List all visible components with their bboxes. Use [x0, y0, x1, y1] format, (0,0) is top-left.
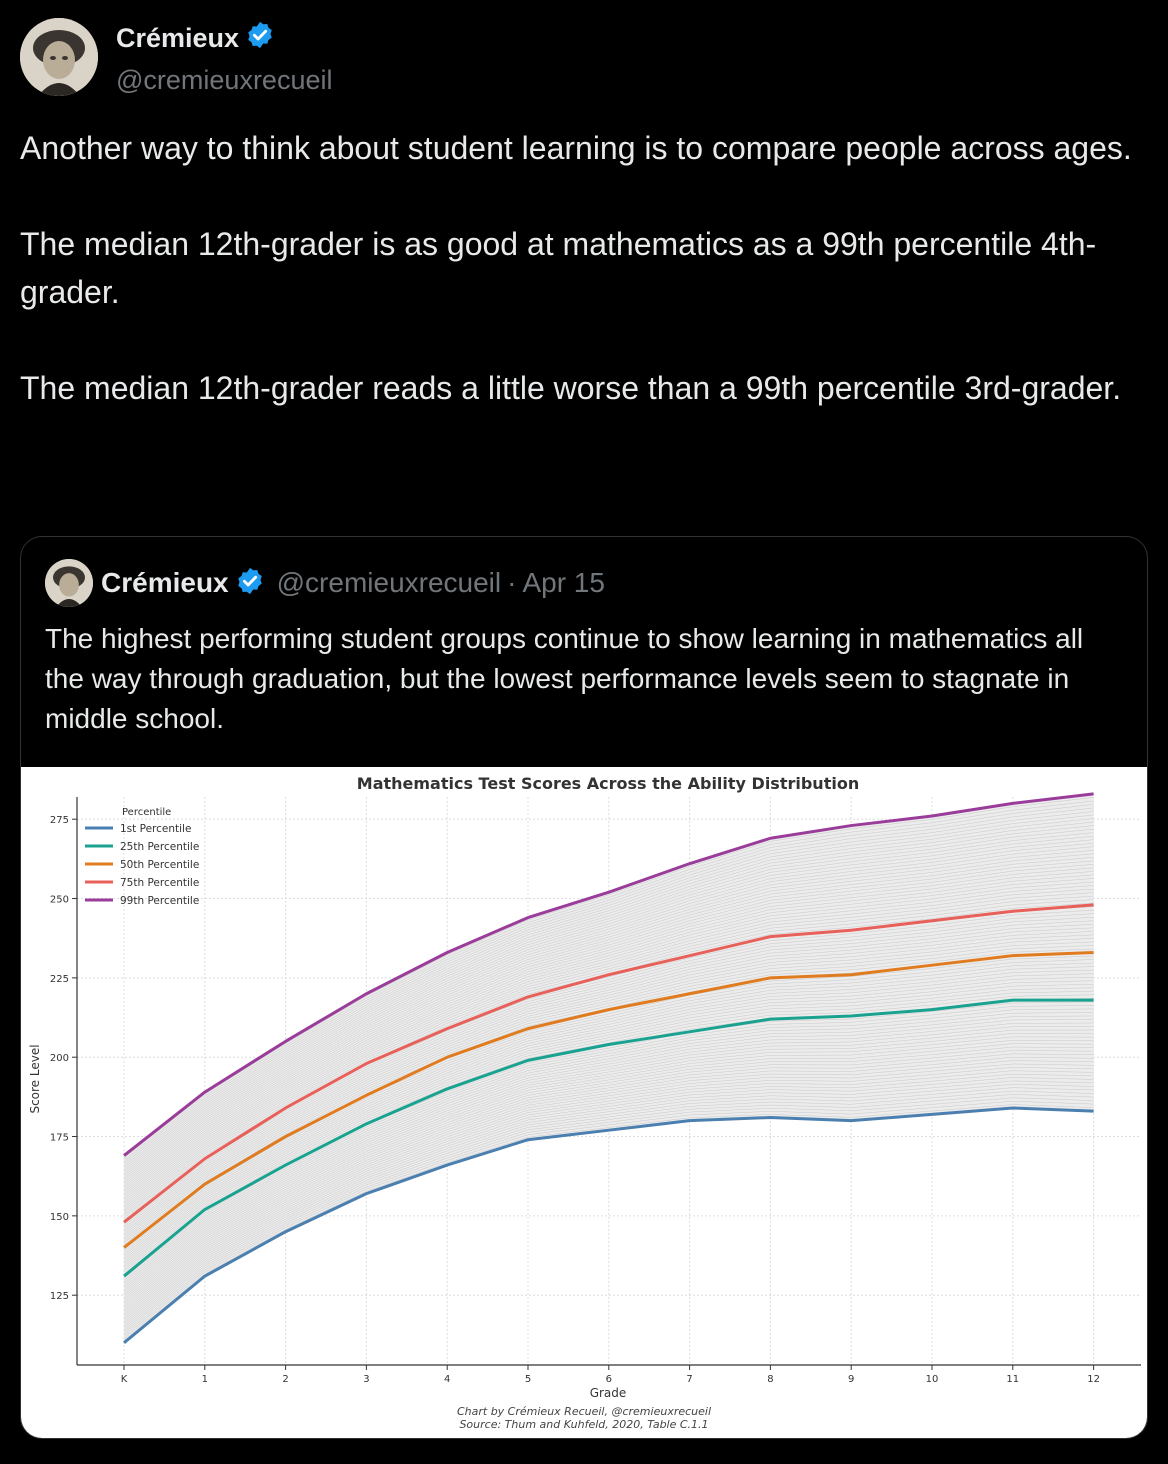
quote-header — [45, 559, 605, 607]
y-tick-label: 125 — [49, 1291, 69, 1303]
legend-label: 1st Percentile — [120, 823, 192, 835]
author-avatar[interactable] — [20, 18, 98, 96]
x-tick-label: 4 — [444, 1374, 451, 1385]
x-tick-label: 10 — [925, 1374, 939, 1385]
x-tick-label: 3 — [363, 1374, 370, 1385]
x-tick-label: 12 — [1087, 1374, 1100, 1385]
quote-author-name[interactable]: Crémieux — [101, 567, 229, 598]
y-tick-label: 225 — [49, 973, 69, 985]
x-tick-label: K — [120, 1374, 128, 1385]
quote-author-handle[interactable]: @cremieuxrecueil — [276, 567, 502, 598]
chart-caption-line1: Chart by Crémieux Recueil, @cremieuxrecueil — [456, 1405, 712, 1418]
author-block — [116, 20, 332, 96]
x-tick-label: 2 — [282, 1374, 289, 1385]
legend-label: 50th Percentile — [120, 859, 200, 871]
x-tick-label: 9 — [848, 1374, 855, 1385]
quote-tweet-card[interactable] — [20, 536, 1148, 1439]
quote-text: The highest performing student groups continue to show learning in mathematics all the way through graduation, but the lowest performance levels seem to stagnate in middle school. — [45, 623, 1084, 734]
quote-separator: · — [507, 567, 517, 598]
author-name[interactable]: Crémieux — [116, 23, 240, 53]
x-tick-label: 7 — [686, 1374, 693, 1385]
legend-label: 75th Percentile — [120, 877, 200, 889]
chart-image[interactable] — [21, 767, 1148, 1439]
x-tick-label: 6 — [605, 1374, 612, 1385]
chart-caption-line2: Source: Thum and Kuhfeld, 2020, Table C.1.1 — [459, 1418, 709, 1431]
legend-label: 99th Percentile — [120, 895, 200, 907]
y-tick-label: 200 — [49, 1053, 69, 1065]
x-tick-label: 1 — [201, 1374, 208, 1385]
y-tick-label: 250 — [49, 894, 69, 906]
author-handle[interactable]: @cremieuxrecueil — [116, 65, 333, 95]
legend-label: 25th Percentile — [120, 841, 200, 853]
chart-svg — [21, 767, 1148, 1439]
y-tick-label: 150 — [49, 1211, 69, 1223]
author-name-row[interactable] — [116, 20, 332, 57]
quote-verified-badge-icon — [235, 566, 265, 601]
x-axis-label: Grade — [589, 1386, 627, 1400]
chart-title: Mathematics Test Scores Across the Ability Distribution — [356, 774, 860, 793]
chart-legend — [85, 807, 199, 907]
x-tick-label: 8 — [767, 1374, 774, 1385]
quote-avatar[interactable] — [45, 559, 93, 607]
y-tick-label: 175 — [49, 1132, 69, 1144]
legend-title: Percentile — [122, 807, 172, 818]
x-tick-label: 5 — [524, 1374, 532, 1385]
quote-date[interactable]: Apr 15 — [522, 567, 605, 598]
y-axis-label: Score Level — [28, 1044, 42, 1114]
chart-fill-between — [124, 794, 1094, 1343]
y-tick-label: 275 — [49, 815, 69, 827]
tweet-text: Another way to think about student learning is to compare people across ages. The median 12th-grader is as good at mathematics as a 99th percentile 4th-grader. The median 12th-grader reads a little worse than a 99th percentile 3rd-grader. — [20, 130, 1132, 406]
x-tick-label: 11 — [1006, 1374, 1020, 1385]
verified-badge-icon — [245, 20, 275, 57]
